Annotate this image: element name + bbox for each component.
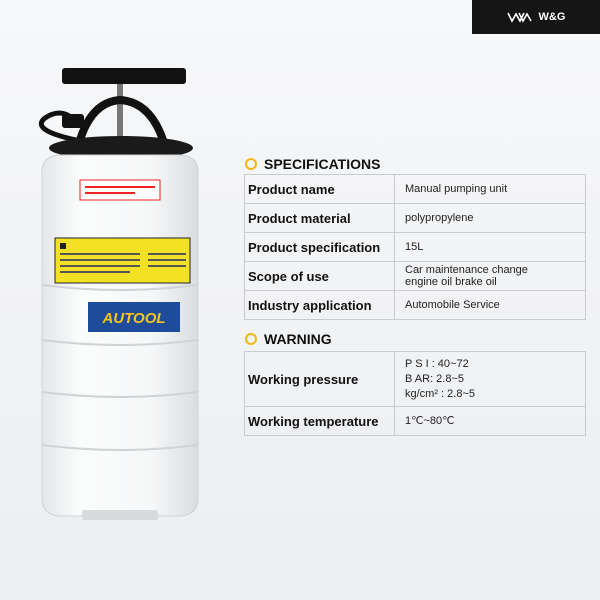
- svg-text:AUTOOL: AUTOOL: [102, 310, 166, 327]
- spec-label: Scope of use: [245, 262, 395, 291]
- table-row: [245, 175, 586, 204]
- specifications-heading: [245, 156, 380, 172]
- product-photo: [0, 0, 240, 600]
- spec-value: Automobile Service: [395, 291, 586, 320]
- specifications-table: [244, 174, 586, 320]
- spec-label: Product material: [245, 204, 395, 233]
- pump-handle: [62, 68, 186, 84]
- spec-value: 15L: [395, 233, 586, 262]
- spec-value: Manual pumping unit: [395, 175, 586, 204]
- spec-value: polypropylene: [395, 204, 586, 233]
- table-row: [245, 204, 586, 233]
- warning-value: P S I : 40~72 B AR: 2.8~5 kg/cm² : 2.8~5: [395, 352, 586, 407]
- warning-value: 1℃~80℃: [395, 407, 586, 436]
- section-title: WARNING: [264, 331, 332, 347]
- warning-label: Working temperature: [245, 407, 395, 436]
- brand-name: W&G: [538, 11, 566, 23]
- table-row: [245, 407, 586, 436]
- brand-badge: [472, 0, 600, 34]
- spec-label: Product name: [245, 175, 395, 204]
- table-row: [245, 262, 586, 291]
- wg-logo-icon: [507, 11, 533, 23]
- table-row: [245, 233, 586, 262]
- table-row: [245, 291, 586, 320]
- spec-label: Product specification: [245, 233, 395, 262]
- warning-table: [244, 351, 586, 436]
- warning-label: Working pressure: [245, 352, 395, 407]
- bullet-circle-icon: [245, 333, 257, 345]
- table-row: [245, 352, 586, 407]
- warning-heading: [245, 331, 332, 347]
- spec-value: Car maintenance change engine oil brake oil: [395, 262, 586, 291]
- spec-label: Industry application: [245, 291, 395, 320]
- bullet-circle-icon: [245, 158, 257, 170]
- section-title: SPECIFICATIONS: [264, 156, 381, 172]
